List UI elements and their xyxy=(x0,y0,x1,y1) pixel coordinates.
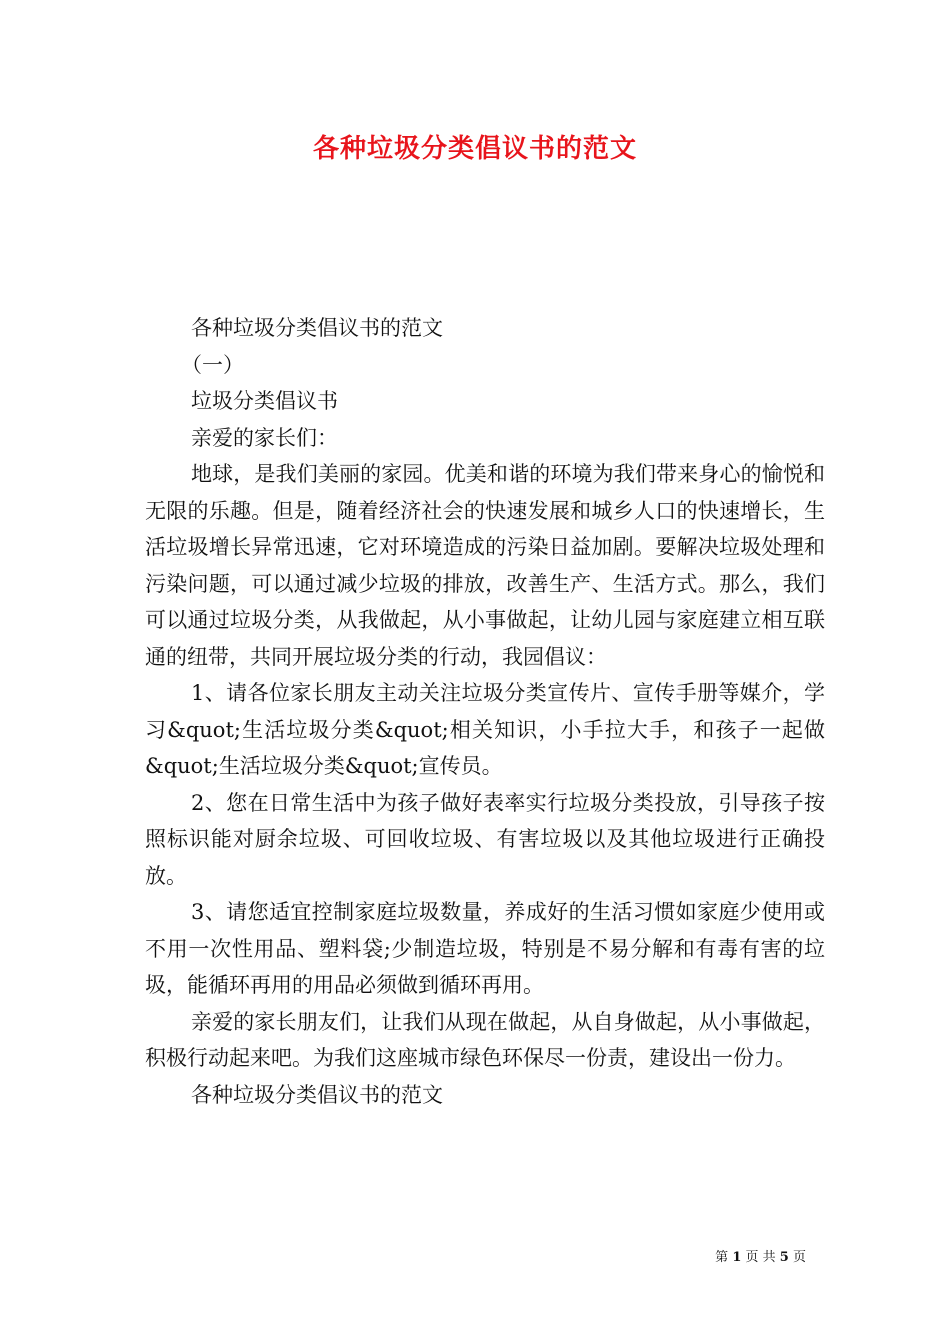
paragraph-item-2: 2、您在日常生活中为孩子做好表率实行垃圾分类投放，引导孩子按照标识能对厨余垃圾、可回收垃圾、有害垃圾以及其他垃圾进行正确投放。 xyxy=(145,790,825,888)
paragraph-item-1: 1、请各位家长朋友主动关注垃圾分类宣传片、宣传手册等媒介，学习&quot;生活垃圾分类&quot;相关知识，小手拉大手，和孩子一起做&quot;生活垃圾分类&quot;宣传员。 xyxy=(145,681,825,778)
footer-suffix: 页 xyxy=(792,1250,806,1265)
document-body xyxy=(145,310,825,1113)
part-marker: （一） xyxy=(181,352,244,377)
paragraph-intro: 地球，是我们美丽的家园。优美和谐的环境为我们带来身心的愉悦和无限的乐趣。但是，随着经济社会的快速发展和城乡人口的快速增长，生活垃圾增长异常迅速，它对环境造成的污染日益加剧。要解决垃圾处理和污染问题，可以通过减少垃圾的排放，改善生产、生活方式。那么，我们可以通过垃圾分类，从我做起，从小事做起，让幼儿园与家庭建立相互联通的纽带，共同开展垃圾分类的行动，我园倡议： xyxy=(145,462,825,669)
page-number-footer xyxy=(715,1246,806,1265)
footer-prefix: 第 xyxy=(715,1250,729,1265)
letter-title: 垃圾分类倡议书 xyxy=(191,389,338,413)
footer-middle: 页 共 xyxy=(745,1250,776,1265)
salutation: 亲爱的家长们： xyxy=(191,425,338,450)
paragraph-item-3: 3、请您适宜控制家庭垃圾数量，养成好的生活习惯如家庭少使用或不用一次性用品、塑料袋;少制造垃圾，特别是不易分解和有毒有害的垃圾，能循环再用的用品必须做到循环再用。 xyxy=(145,900,825,997)
paragraph-closing: 亲爱的家长朋友们，让我们从现在做起，从自身做起，从小事做起，积极行动起来吧。为我们这座城市绿色环保尽一份责，建设出一份力。 xyxy=(145,1009,825,1070)
closing-line: 各种垃圾分类倡议书的范文 xyxy=(191,1082,443,1107)
page-title: 各种垃圾分类倡议书的范文 xyxy=(312,134,637,164)
footer-current-page: 1 xyxy=(732,1250,742,1265)
footer-total-pages: 5 xyxy=(779,1250,789,1265)
heading-repeat: 各种垃圾分类倡议书的范文 xyxy=(191,316,443,340)
